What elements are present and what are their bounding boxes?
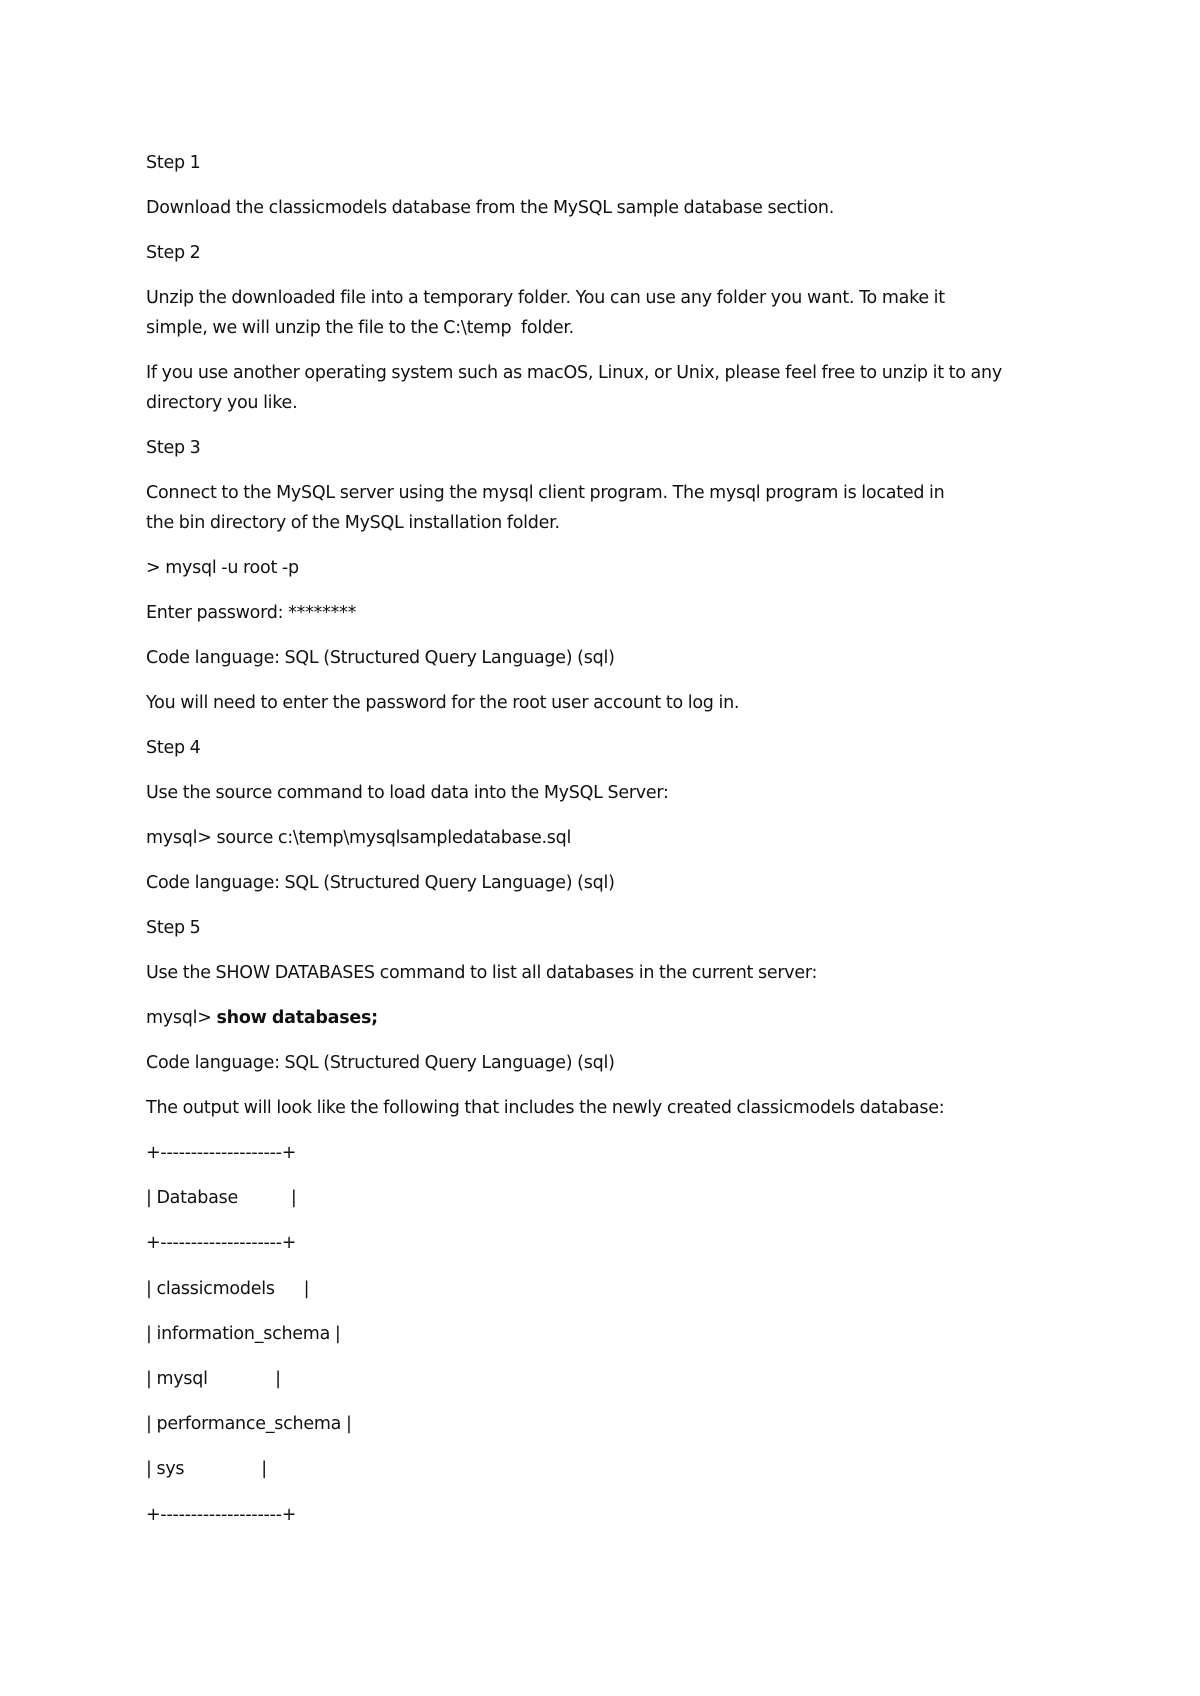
step3-password-prompt: Enter password: ******** <box>146 603 357 623</box>
step2-note-line2: directory you like. <box>146 393 298 413</box>
step2-paragraph <box>146 283 1066 343</box>
output-table-row: | sys | <box>146 1459 267 1480</box>
step4-heading: Step 4 <box>146 738 201 758</box>
step3-command: > mysql -u root -p <box>146 558 299 578</box>
step2-text-line1: Unzip the downloaded file into a temporary folder. You can use any folder you want. To make it <box>146 288 945 308</box>
step5-command <box>146 1003 1066 1033</box>
step5-code-language: Code language: SQL (Structured Query Language) (sql) <box>146 1053 615 1073</box>
step4-code-language: Code language: SQL (Structured Query Language) (sql) <box>146 873 615 893</box>
output-table-border-mid: +--------------------+ <box>146 1233 297 1254</box>
output-table-row: | performance_schema | <box>146 1414 352 1435</box>
step5-command-bold: show databases; <box>216 1008 378 1028</box>
document-body <box>146 148 1066 1545</box>
step5-output-intro: The output will look like the following that includes the newly created classicmodels database: <box>146 1098 945 1118</box>
step4-text: Use the source command to load data into the MySQL Server: <box>146 783 669 803</box>
step5-command-prefix: mysql> <box>146 1008 217 1028</box>
step2-note-line1: If you use another operating system such as macOS, Linux, or Unix, please feel free to unzip it to any <box>146 363 1002 383</box>
step1-heading: Step 1 <box>146 153 201 173</box>
step5-text: Use the SHOW DATABASES command to list all databases in the current server: <box>146 963 818 983</box>
step2-heading: Step 2 <box>146 243 201 263</box>
output-table-border-bottom: +--------------------+ <box>146 1504 297 1525</box>
step4-command: mysql> source c:\temp\mysqlsampledatabase.sql <box>146 828 572 848</box>
step3-text-line2: the bin directory of the MySQL installation folder. <box>146 513 560 533</box>
step3-text-line1: Connect to the MySQL server using the mysql client program. The mysql program is located in <box>146 483 945 503</box>
output-table-border-top: +--------------------+ <box>146 1143 297 1163</box>
output-table-row: | classicmodels | <box>146 1278 310 1299</box>
step1-text: Download the classicmodels database from the MySQL sample database section. <box>146 198 835 218</box>
output-table-header: | Database | <box>146 1188 297 1209</box>
step2-text-line2: simple, we will unzip the file to the C:\temp folder. <box>146 318 574 338</box>
output-table-row: | information_schema | <box>146 1323 341 1344</box>
step3-after-text: You will need to enter the password for the root user account to log in. <box>146 693 740 713</box>
output-table <box>146 1138 1066 1530</box>
step2-note <box>146 358 1066 418</box>
step5-heading: Step 5 <box>146 918 201 938</box>
step3-heading: Step 3 <box>146 438 201 458</box>
step3-code-language: Code language: SQL (Structured Query Language) (sql) <box>146 648 615 668</box>
step3-paragraph <box>146 478 1066 538</box>
output-table-row: | mysql | <box>146 1368 281 1389</box>
